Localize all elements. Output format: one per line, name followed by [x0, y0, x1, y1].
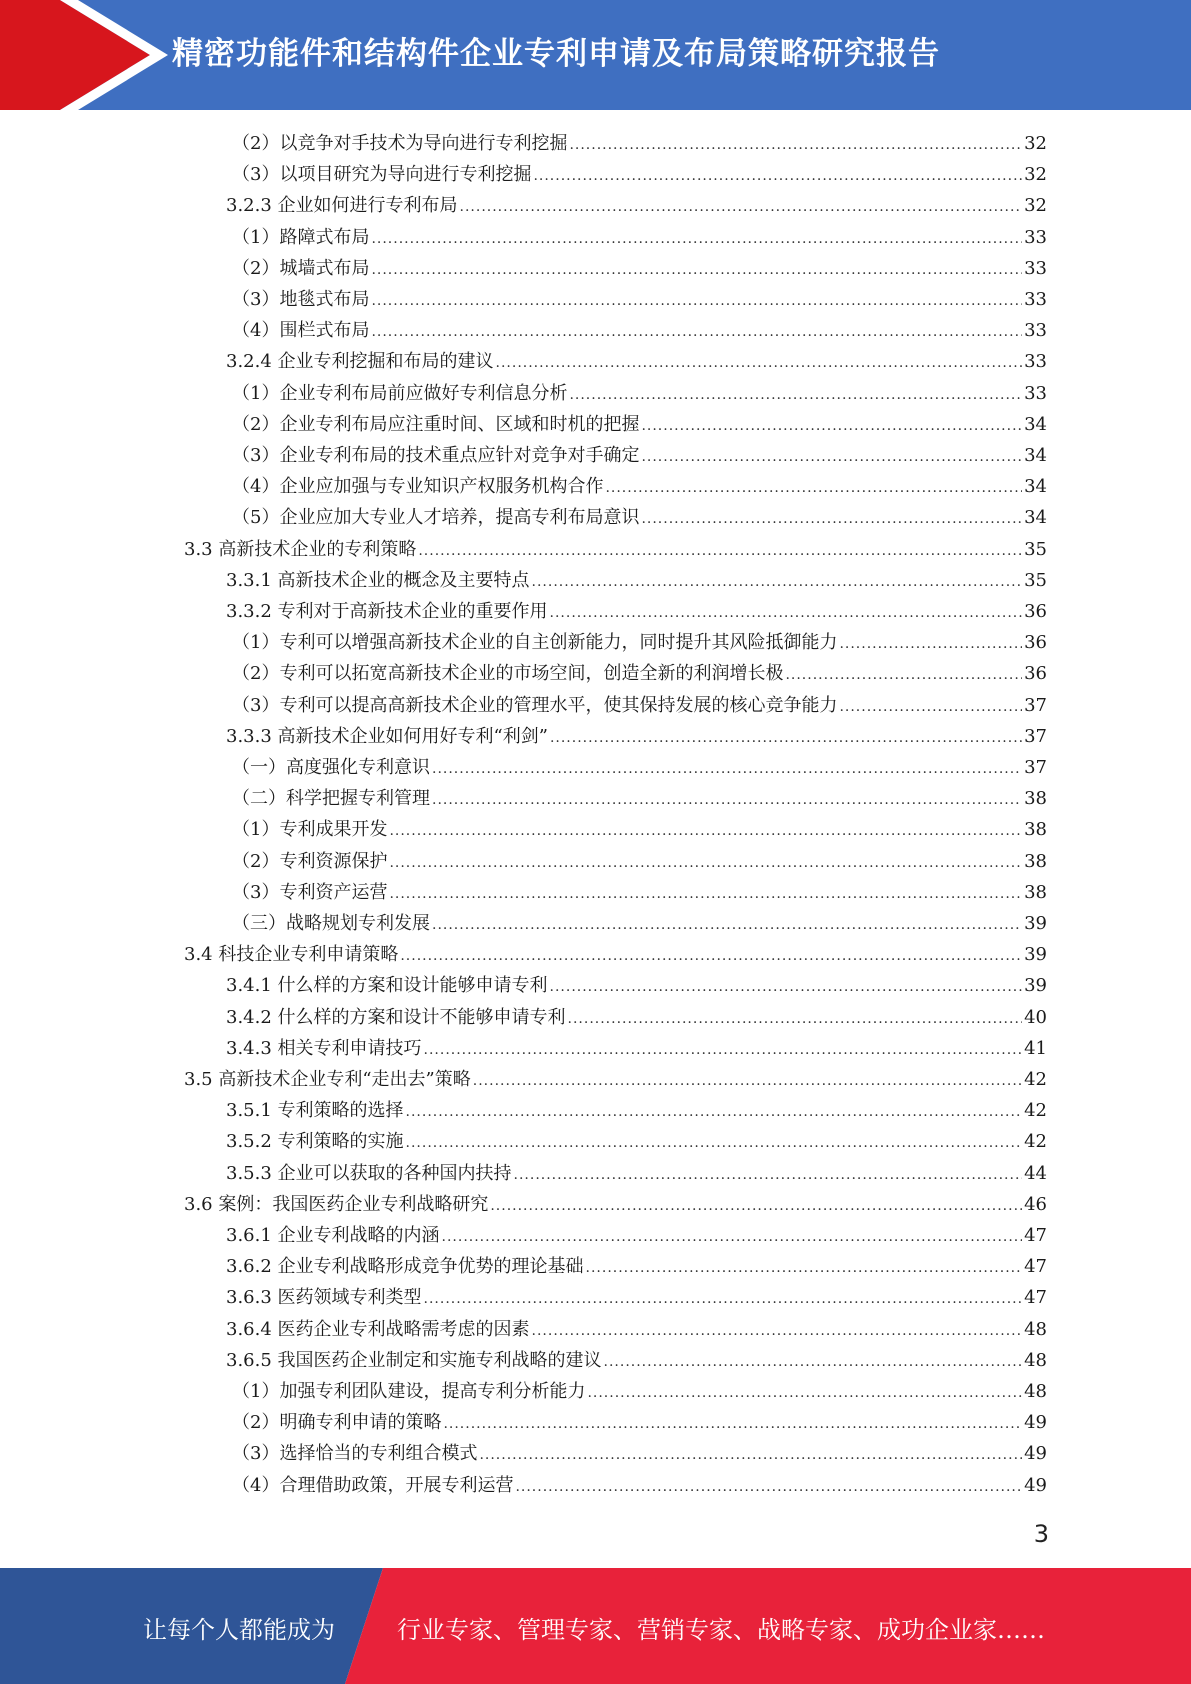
toc-entry-label: 3.2.4 企业专利挖掘和布局的建议 — [226, 351, 494, 373]
toc-dot-leader — [389, 848, 1022, 879]
toc-entry-page: 32 — [1024, 133, 1047, 154]
toc-entry-label: （二）科学把握专利管理 — [232, 788, 430, 810]
toc-entry-page: 48 — [1024, 1318, 1047, 1340]
toc-entry-label: （2）企业专利布局应注重时间、区域和时机的把握 — [232, 413, 640, 435]
toc-entry-label: 3.6.5 我国医药企业制定和实施专利战略的建议 — [226, 1349, 602, 1371]
toc-entry-label: （3）以项目研究为导向进行专利挖掘 — [232, 164, 532, 186]
toc-entry[interactable] — [226, 1002, 1047, 1033]
toc-entry[interactable] — [232, 378, 1047, 409]
toc-entry[interactable] — [226, 596, 1047, 627]
toc-entry-label: （3）专利可以提高高新技术企业的管理水平，使其保持发展的核心竞争能力 — [232, 694, 838, 716]
toc-entry-page: 33 — [1024, 320, 1047, 342]
toc-entry-label: （2）明确专利申请的策略 — [232, 1412, 442, 1434]
toc-dot-leader — [443, 1409, 1022, 1440]
toc-entry[interactable] — [226, 721, 1047, 752]
page-header — [0, 0, 1191, 110]
toc-entry-label: （4）合理借助政策，开展专利运营 — [232, 1474, 514, 1496]
toc-entry-page: 36 — [1024, 663, 1047, 685]
toc-entry-label: （三）战略规划专利发展 — [232, 913, 430, 934]
toc-dot-leader — [371, 255, 1022, 286]
toc-entry-page: 38 — [1024, 850, 1047, 872]
toc-entry-label: 3.6.3 医药领域专利类型 — [226, 1287, 422, 1309]
toc-dot-leader — [605, 473, 1022, 504]
toc-entry[interactable] — [232, 814, 1047, 845]
toc-dot-leader — [785, 660, 1022, 691]
toc-entry[interactable] — [232, 1407, 1047, 1438]
toc-entry-page: 37 — [1024, 757, 1047, 778]
toc-entry-page: 39 — [1024, 913, 1047, 934]
toc-dot-leader — [424, 1035, 1023, 1066]
toc-entry-page: 33 — [1024, 226, 1047, 248]
toc-entry-page: 37 — [1024, 725, 1047, 747]
toc-entry-page: 41 — [1024, 1037, 1047, 1059]
footer-slogan-roles: 行业专家、管理专家、营销专家、战略专家、成功企业家…… — [397, 1616, 1045, 1644]
toc-entry[interactable] — [232, 908, 1047, 939]
toc-dot-leader — [389, 816, 1022, 847]
toc-entry-label: 3.3.3 高新技术企业如何用好专利“利剑” — [226, 725, 548, 747]
toc-entry[interactable] — [226, 1282, 1047, 1313]
toc-entry-page: 48 — [1024, 1349, 1047, 1371]
toc-dot-leader — [550, 972, 1023, 1003]
toc-entry-label: （1）路障式布局 — [232, 226, 370, 248]
toc-entry-page: 33 — [1024, 257, 1047, 279]
toc-dot-leader — [371, 224, 1022, 255]
toc-entry[interactable] — [232, 658, 1047, 689]
toc-entry[interactable] — [232, 315, 1047, 346]
toc-dot-leader — [514, 1160, 1023, 1191]
toc-entry-label: （3）专利资产运营 — [232, 881, 388, 903]
toc-dot-leader — [515, 1472, 1022, 1503]
toc-entry[interactable] — [226, 1095, 1047, 1126]
toc-dot-leader — [569, 130, 1022, 161]
toc-entry[interactable] — [232, 877, 1047, 908]
toc-dot-leader — [839, 629, 1022, 660]
toc-entry-page: 42 — [1024, 1131, 1047, 1153]
toc-entry-page: 34 — [1024, 476, 1047, 498]
toc-entry-page: 39 — [1024, 944, 1047, 966]
toc-entry-page: 38 — [1024, 788, 1047, 810]
toc-entry[interactable] — [232, 159, 1047, 190]
toc-entry-page: 36 — [1024, 632, 1047, 654]
toc-entry[interactable] — [226, 190, 1047, 221]
toc-entry-page: 37 — [1024, 694, 1047, 716]
toc-entry-page: 40 — [1024, 1006, 1047, 1028]
toc-entry-label: 3.3.1 高新技术企业的概念及主要特点 — [226, 569, 530, 591]
toc-entry-page: 35 — [1024, 569, 1047, 591]
toc-entry-label: 3.3.2 专利对于高新技术企业的重要作用 — [226, 601, 548, 622]
toc-entry-label: （2）城墙式布局 — [232, 257, 370, 279]
toc-dot-leader — [839, 692, 1022, 723]
toc-dot-leader — [569, 380, 1022, 411]
toc-entry-page: 42 — [1024, 1069, 1047, 1090]
toc-dot-leader — [550, 598, 1023, 629]
toc-entry-label: （1）企业专利布局前应做好专利信息分析 — [232, 382, 568, 404]
toc-entry[interactable] — [232, 222, 1047, 253]
toc-dot-leader — [371, 286, 1022, 317]
toc-dot-leader — [604, 1347, 1023, 1378]
toc-entry-page: 32 — [1024, 195, 1047, 217]
toc-dot-leader — [479, 1440, 1022, 1471]
toc-entry[interactable] — [184, 534, 1047, 565]
toc-entry[interactable] — [226, 1251, 1047, 1282]
toc-dot-leader — [406, 1097, 1023, 1128]
toc-entry-label: 3.6.2 企业专利战略形成竞争优势的理论基础 — [226, 1256, 584, 1278]
toc-entry[interactable] — [232, 502, 1047, 533]
toc-dot-leader — [641, 504, 1022, 535]
toc-entry-label: （3）企业专利布局的技术重点应针对竞争对手确定 — [232, 445, 640, 466]
toc-dot-leader — [587, 1378, 1022, 1409]
toc-dot-leader — [389, 879, 1022, 910]
toc-entry-page: 32 — [1024, 164, 1047, 186]
toc-dot-leader — [568, 1004, 1023, 1035]
toc-entry-label: 3.6.1 企业专利战略的内涵 — [226, 1225, 440, 1246]
toc-entry-page: 33 — [1024, 382, 1047, 404]
toc-dot-leader — [490, 1191, 1022, 1222]
toc-entry-page: 33 — [1024, 351, 1047, 373]
toc-entry[interactable] — [226, 1126, 1047, 1157]
toc-dot-leader — [424, 1284, 1023, 1315]
toc-dot-leader — [496, 348, 1023, 379]
toc-entry-label: （2）专利可以拓宽高新技术企业的市场空间，创造全新的利润增长极 — [232, 663, 784, 685]
toc-dot-leader — [371, 317, 1022, 348]
toc-entry[interactable] — [232, 440, 1047, 471]
toc-entry-label: （5）企业应加大专业人才培养，提高专利布局意识 — [232, 507, 640, 529]
toc-dot-leader — [550, 723, 1022, 754]
toc-dot-leader — [641, 442, 1022, 473]
toc-entry-page: 47 — [1024, 1287, 1047, 1309]
toc-entry[interactable] — [184, 1064, 1047, 1095]
toc-entry-page: 49 — [1024, 1443, 1047, 1465]
toc-entry-label: （1）专利成果开发 — [232, 819, 388, 841]
toc-entry[interactable] — [184, 939, 1047, 970]
toc-entry-page: 42 — [1024, 1100, 1047, 1122]
toc-entry[interactable] — [232, 627, 1047, 658]
toc-entry-page: 46 — [1024, 1193, 1047, 1215]
toc-entry[interactable] — [232, 752, 1047, 783]
toc-entry-page: 38 — [1024, 881, 1047, 903]
toc-dot-leader — [432, 910, 1022, 941]
toc-entry-label: 3.4.1 什么样的方案和设计能够申请专利 — [226, 975, 548, 997]
toc-entry-label: 3.4 科技企业专利申请策略 — [184, 944, 399, 966]
toc-entry-page: 34 — [1024, 507, 1047, 529]
toc-dot-leader — [400, 941, 1022, 972]
footer-slogan-lead: 让每个人都能成为 — [143, 1616, 335, 1644]
toc-entry[interactable] — [226, 970, 1047, 1001]
toc-entry-label: （1）专利可以增强高新技术企业的自主创新能力，同时提升其风险抵御能力 — [232, 632, 838, 654]
toc-entry-label: 3.3 高新技术企业的专利策略 — [184, 538, 417, 560]
toc-entry-page: 44 — [1024, 1162, 1047, 1184]
toc-entry[interactable] — [232, 253, 1047, 284]
toc-entry-label: （3）地毯式布局 — [232, 289, 370, 310]
toc-dot-leader — [532, 1316, 1023, 1347]
toc-entry[interactable] — [232, 783, 1047, 814]
toc-entry-page: 34 — [1024, 413, 1047, 435]
toc-entry-page: 49 — [1024, 1474, 1047, 1496]
toc-entry-label: （3）选择恰当的专利组合模式 — [232, 1443, 478, 1465]
toc-entry[interactable] — [226, 1033, 1047, 1064]
toc-dot-leader — [473, 1066, 1022, 1097]
toc-entry-page: 47 — [1024, 1256, 1047, 1278]
toc-entry[interactable] — [232, 471, 1047, 502]
toc-entry-label: 3.5 高新技术企业专利“走出去”策略 — [184, 1069, 471, 1090]
toc-entry-page: 48 — [1024, 1381, 1047, 1402]
toc-entry-label: 3.5.2 专利策略的实施 — [226, 1131, 404, 1153]
toc-dot-leader — [460, 192, 1023, 223]
toc-entry-label: 3.2.3 企业如何进行专利布局 — [226, 195, 458, 217]
toc-entry[interactable] — [226, 1345, 1047, 1376]
page-number: 3 — [1033, 1520, 1049, 1548]
toc-entry-label: （2）专利资源保护 — [232, 850, 388, 872]
toc-entry-label: （一）高度强化专利意识 — [232, 757, 430, 778]
toc-entry[interactable] — [226, 1220, 1047, 1251]
toc-entry-label: 3.6 案例：我国医药企业专利战略研究 — [184, 1193, 489, 1215]
toc-entry-page: 33 — [1024, 289, 1047, 310]
toc-dot-leader — [532, 567, 1023, 598]
toc-entry[interactable] — [232, 1438, 1047, 1469]
toc-entry-label: （4）围栏式布局 — [232, 320, 370, 342]
toc-entry-page: 38 — [1024, 819, 1047, 841]
toc-entry-label: （2）以竞争对手技术为导向进行专利挖掘 — [232, 133, 568, 154]
toc-dot-leader — [586, 1253, 1023, 1284]
toc-entry[interactable] — [232, 128, 1047, 159]
toc-entry-page: 39 — [1024, 975, 1047, 997]
toc-entry-page: 35 — [1024, 538, 1047, 560]
toc-entry[interactable] — [232, 409, 1047, 440]
toc-entry[interactable] — [184, 1189, 1047, 1220]
toc-dot-leader — [641, 411, 1022, 442]
toc-entry-page: 36 — [1024, 601, 1047, 622]
toc-entry-label: 3.4.3 相关专利申请技巧 — [226, 1037, 422, 1059]
page-footer — [0, 1568, 1191, 1684]
toc-entry-page: 49 — [1024, 1412, 1047, 1434]
toc-entry[interactable] — [226, 565, 1047, 596]
toc-entry[interactable] — [232, 846, 1047, 877]
toc-dot-leader — [432, 754, 1022, 785]
toc-entry[interactable] — [232, 284, 1047, 315]
toc-entry[interactable] — [232, 1376, 1047, 1407]
toc-entry[interactable] — [232, 690, 1047, 721]
toc-dot-leader — [406, 1128, 1023, 1159]
toc-dot-leader — [432, 785, 1022, 816]
toc-entry[interactable] — [232, 1470, 1047, 1501]
report-title: 精密功能件和结构件企业专利申请及布局策略研究报告 — [172, 36, 940, 72]
toc-entry[interactable] — [226, 346, 1047, 377]
toc-dot-leader — [533, 161, 1022, 192]
toc-entry-label: 3.5.3 企业可以获取的各种国内扶持 — [226, 1162, 512, 1184]
toc-entry-page: 34 — [1024, 445, 1047, 466]
toc-entry[interactable] — [226, 1314, 1047, 1345]
toc-dot-leader — [442, 1222, 1023, 1253]
toc-dot-leader — [418, 536, 1022, 567]
toc-entry[interactable] — [226, 1158, 1047, 1189]
toc-entry-label: 3.4.2 什么样的方案和设计不能够申请专利 — [226, 1006, 566, 1028]
toc-entry-label: 3.5.1 专利策略的选择 — [226, 1100, 404, 1122]
toc-entry-label: 3.6.4 医药企业专利战略需考虑的因素 — [226, 1318, 530, 1340]
toc-entry-label: （1）加强专利团队建设，提高专利分析能力 — [232, 1381, 586, 1402]
toc-entry-label: （4）企业应加强与专业知识产权服务机构合作 — [232, 476, 604, 498]
toc-entry-page: 47 — [1024, 1225, 1047, 1246]
